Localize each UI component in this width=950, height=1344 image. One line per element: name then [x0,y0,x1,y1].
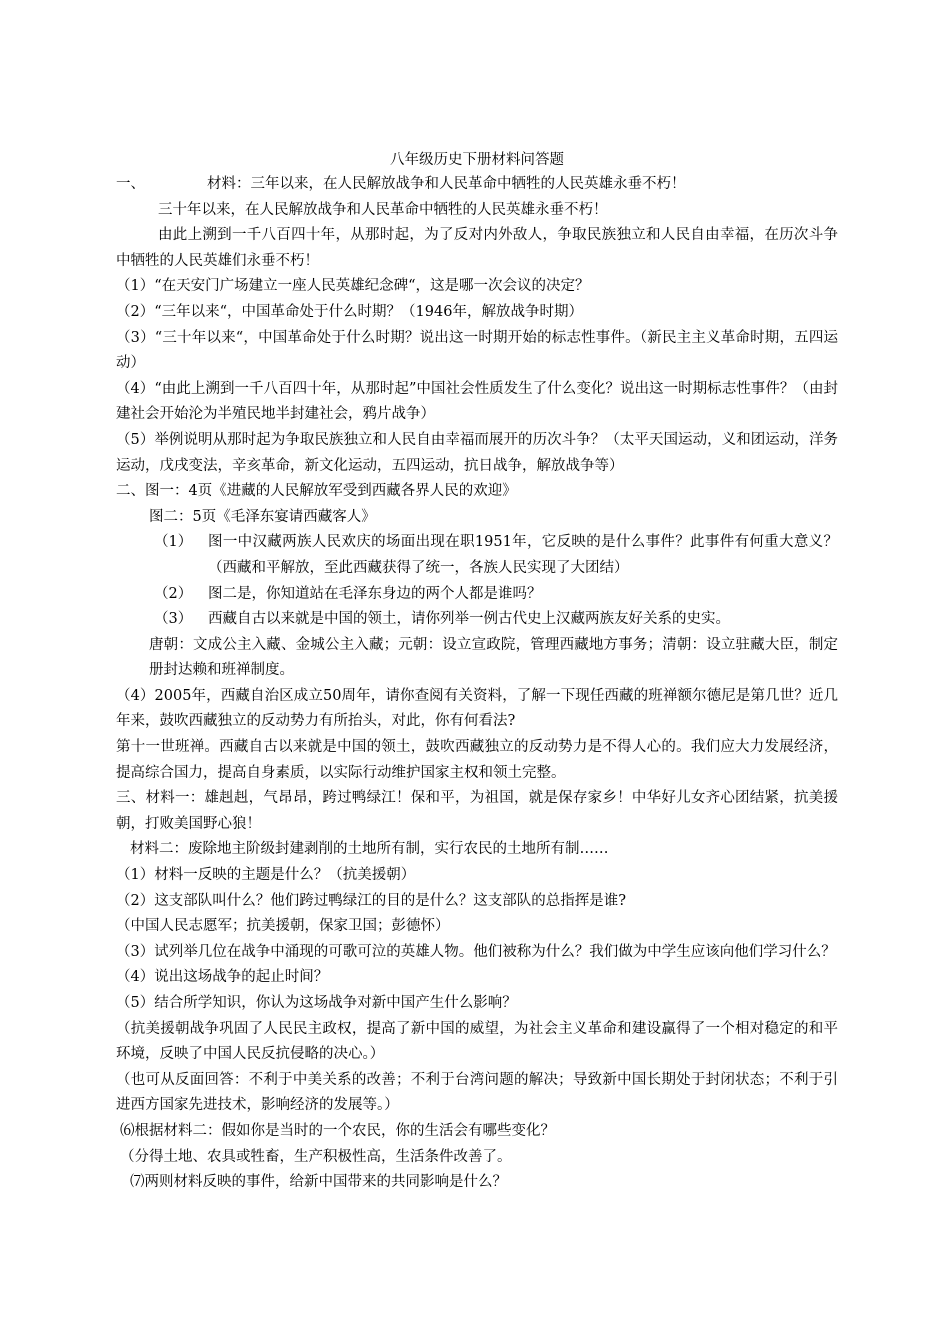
section-1-question-2: （2）“三年以来“，中国革命处于什么时期？（1946年，解放战争时期） [116,303,583,320]
section-1-question-5: （5）举例说明从那时起为争取民族独立和人民自由幸福而展开的历次斗争？（太平天国运动，义和团运动，洋务运动，戊戌变法，辛亥革命，新文化运动，五四运动，抗日战争，解放战争等） [116,431,838,474]
section-3-material-1: 三、材料一：雄赳赳，气昂昂，跨过鸭绿江！保和平，为祖国，就是保存家乡！中华好儿女齐心团结紧，抗美援朝，打败美国野心狼！ [116,790,838,832]
section-2-answer-4: 第十一世班禅。西藏自古以来就是中国的领土，鼓吹西藏独立的反动势力是不得人心的。我们应大力发展经济，提高综合国力，提高自身素质，以实际行动维护国家主权和领土完整。 [116,739,838,781]
section-3-material-2: 材料二：废除地主阶级封建剥削的土地所有制，实行农民的土地所有制…… [130,841,609,858]
section-2-figure-2: 图二：5页《毛泽东宴请西藏客人》 [149,508,376,525]
section-3-answer-5a: （抗美援朝战争巩固了人民民主政权，提高了新中国的威望，为社会主义革命和建设赢得了一个相对稳定的和平环境，反映了中国人民反抗侵略的决心。） [116,1020,838,1063]
section-1-question-3: （3）“三十年以来“，中国革命处于什么时期？说出这一时期开始的标志性事件。（新民主主义革命时期，五四运动） [116,329,838,372]
section-3-question-1: （1）材料一反映的主题是什么？（抗美援朝） [116,867,416,884]
section-3-question-2: （2）这支部队叫什么？他们跨过鸭绿江的目的是什么？这支部队的总指挥是谁? [116,892,626,909]
document-title: 八年级历史下册材料问答题 [390,152,564,168]
section-2-question-1: （1） 图一中汉藏两族人民欢庆的场面出现在职1951年，它反映的是什么事件？此事件有何重大意义？（西藏和平解放，至此西藏获得了统一，各族人民实现了大团结） [154,534,838,576]
section-3-answer-5b: （也可从反面回答：不利于中美关系的改善；不利于台湾问题的解决；导致新中国长期处于封闭状态；不利于引进西方国家先进技术，影响经济的发展等。） [116,1071,838,1114]
document-page [116,148,838,1196]
section-3-question-4: （4）说出这场战争的起止时间？ [116,969,329,986]
section-2-question-4: （4）2005年，西藏自治区成立50周年，请你查阅有关资料，了解一下现任西藏的班禅额尔德尼是第几世？近几年来，鼓吹西藏独立的反动势力有所抬头，对此，你有何看法? [116,687,838,730]
section-3-question-6: ⑹根据材料二：假如你是当时的一个农民，你的生活会有哪些变化？ [120,1122,555,1139]
section-1-question-1: （1）“在天安门广场建立一座人民英雄纪念碑“，这是哪一次会议的决定？ [116,278,590,295]
section-1-question-4: （4）“由此上溯到一千八百四十年，从那时起”中国社会性质发生了什么变化？说出这一时期标志性事件？（由封建社会开始沦为半殖民地半封建社会，鸦片战争） [116,380,838,423]
section-1-material: 一、 材料：三年以来，在人民解放战争和人民革命中牺牲的人民英雄永垂不朽！ [116,176,686,192]
section-1-head: 一、 [116,176,145,192]
section-2-answer-3: 唐朝：文成公主入藏、金城公主入藏；元朝：设立宣政院，管理西藏地方事务；清朝：设立驻藏大臣，制定册封达赖和班禅制度。 [149,636,838,679]
section-1-paragraph-2: 三十年以来，在人民解放战争和人民革命中牺牲的人民英雄永垂不朽！ [158,201,608,218]
section-1-paragraph-3: 由此上溯到一千八百四十年，从那时起，为了反对内外敌人，争取民族独立和人民自由幸福，在历次斗争中牺牲的人民英雄们永垂不朽！ [116,227,838,269]
section-2-figure-1: 二、图一：4页《进藏的人民解放军受到西藏各界人民的欢迎》 [116,483,517,500]
section-2-question-3: （3） 西藏自古以来就是中国的领土，请你列举一例古代史上汉藏两族友好关系的史实。 [154,611,730,628]
section-3-answer-2: （中国人民志愿军；抗美援朝，保家卫国；彭德怀） [116,918,450,935]
section-3-question-5: （5）结合所学知识，你认为这场战争对新中国产生什么影响？ [116,995,517,1011]
section-3-answer-6: （分得土地、农具或牲畜，生产积极性高，生活条件改善了。 [120,1148,512,1165]
section-2-question-2: （2） 图二是，你知道站在毛泽东身边的两个人都是谁吗？ [154,585,542,602]
section-3-question-3: （3）试列举几位在战争中涌现的可歌可泣的英雄人物。他们被称为什么？我们做为中学生应该向他们学习什么？ [116,943,836,960]
section-3-question-7: ⑺两则材料反映的事件，给新中国带来的共同影响是什么？ [130,1174,507,1191]
